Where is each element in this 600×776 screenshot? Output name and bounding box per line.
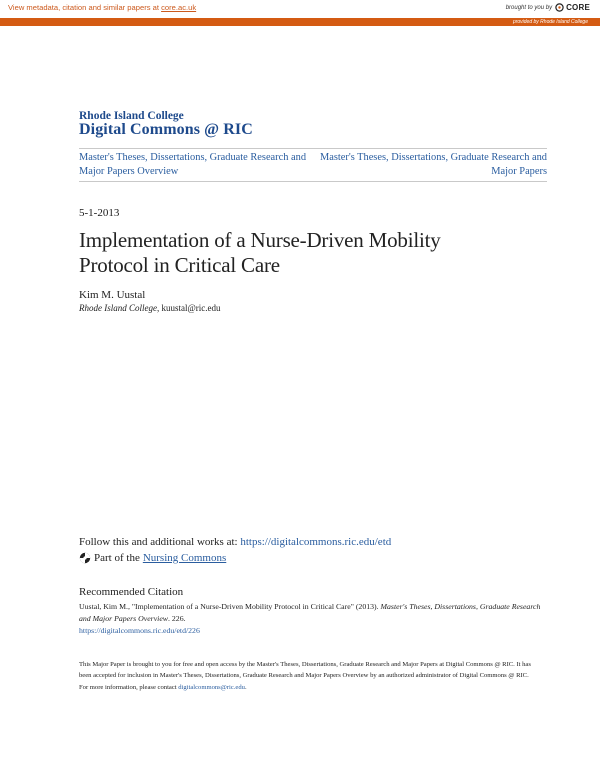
access-notice [79, 659, 534, 693]
core-logo-text: CORE [566, 3, 590, 12]
citation-heading: Recommended Citation [79, 586, 184, 598]
core-metadata-notice [8, 3, 196, 12]
access-notice-end: . [244, 683, 247, 691]
part-of-label: Part of the [94, 552, 140, 564]
author-name: Kim M. Uustal [79, 289, 146, 301]
core-provider-bar [0, 18, 600, 26]
author-affiliation [79, 303, 221, 313]
contact-email-link[interactable]: digitalcommons@ric.edu [178, 683, 245, 691]
citation-url-link[interactable]: https://digitalcommons.ric.edu/etd/226 [79, 626, 200, 636]
paper-title: Implementation of a Nurse-Driven Mobility Protocol in Critical Care [79, 228, 441, 277]
affiliation-institution: Rhode Island College [79, 303, 157, 313]
citation-body [79, 601, 549, 638]
core-link[interactable]: core.ac.uk [161, 3, 197, 12]
repository-name[interactable]: Digital Commons @ RIC [79, 121, 253, 138]
follow-label: Follow this and additional works at: [79, 536, 241, 548]
part-of-line [79, 552, 226, 564]
affiliation-email: , kuustal@ric.edu [157, 303, 221, 313]
citation-series: Master's Theses, Dissertations, Graduate Research and Major Papers Overview [79, 602, 541, 624]
provided-by-text: provided by Rhode Island College [512, 19, 588, 25]
nursing-commons-link[interactable]: Nursing Commons [142, 552, 227, 564]
core-brought-by [506, 3, 590, 12]
follow-url-link[interactable]: https://digitalcommons.ric.edu/etd [240, 536, 392, 548]
access-notice-text: This Major Paper is brought to you for free and open access by the Master's Theses, Dissertations, Graduate Research and Major Papers at Digital Commons @ RIC. It has been accepted for inclusion in Master's Theses, Dissertations, Graduate Research and Major Papers Overview by an authorized administrator of Digital Commons @ RIC. For more information, please contact [79, 661, 531, 691]
follow-line [79, 536, 391, 548]
divider-top [79, 148, 547, 149]
collection-link-overview[interactable]: Master's Theses, Dissertations, Graduate Research and Major Papers Overview [79, 152, 307, 177]
core-logo[interactable] [555, 3, 590, 12]
collection-link-main[interactable]: Master's Theses, Dissertations, Graduate Research and Major Papers [319, 152, 547, 177]
bepress-commons-icon [79, 552, 91, 564]
core-banner [0, 0, 600, 26]
brought-by-text: brought to you by [505, 4, 553, 11]
citation-number: . 226. [168, 614, 186, 624]
core-logo-icon [555, 3, 564, 12]
divider-bottom [79, 181, 547, 182]
institution-name[interactable]: Rhode Island College [79, 110, 184, 122]
core-metadata-text: View metadata, citation and similar papers at [8, 3, 162, 12]
publication-date: 5-1-2013 [79, 207, 120, 219]
citation-text: Uustal, Kim M., "Implementation of a Nurse-Driven Mobility Protocol in Critical Care" (2013). [79, 602, 381, 611]
